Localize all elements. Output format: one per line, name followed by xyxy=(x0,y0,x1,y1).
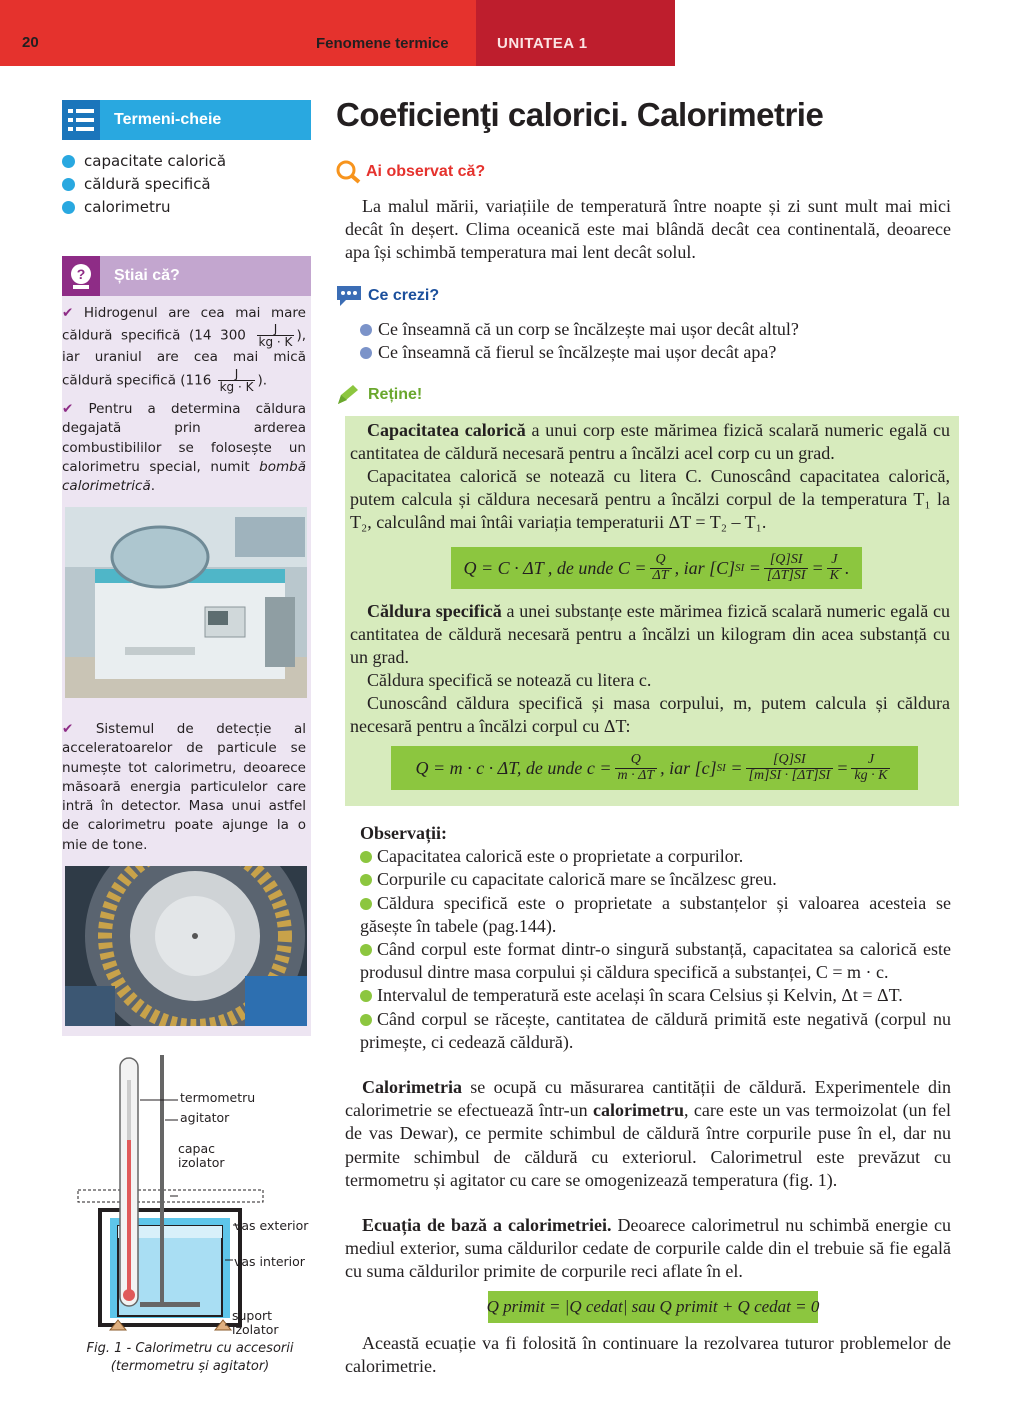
label-thermometer: termometru xyxy=(180,1090,256,1105)
list-item: Când corpul se răcește, cantitatea de căldură primită este negativă (corpul nu primește, ci cedează căldură). xyxy=(360,1008,951,1052)
bullet-icon xyxy=(62,178,75,191)
label-support: suport izolator xyxy=(232,1308,279,1337)
magnifier-icon xyxy=(336,160,362,184)
unit-tab xyxy=(476,0,675,66)
list-item: Când corpul este format dintr-o singură substanță, capacitatea sa calorică este produsul dintre masa corpului și căldura specifică a substanței, C = m · c. xyxy=(360,939,951,983)
page-number: 20 xyxy=(22,34,39,51)
bullet-icon xyxy=(360,990,372,1002)
list-item: căldură specifică xyxy=(62,173,311,196)
unit-fraction: $\frac{J}{kg \cdot K}$ xyxy=(219,366,254,394)
formula-heat-capacity: Q = C · ΔT , de unde C = $\frac{Q}{\Delta T}$ , iar [C] SI = $\frac{[Q]SI}{[\Delta T]SI}$ = $\frac{J}{K}$ . xyxy=(451,547,862,589)
page-title: Coeficienţi calorici. Calorimetrie xyxy=(336,96,824,133)
keywords-list xyxy=(62,150,311,219)
bullet-icon xyxy=(62,201,75,214)
unit-label: UNITATEA 1 xyxy=(497,35,588,52)
think-heading: Ce crezi? xyxy=(336,285,439,307)
list-item: Corpurile cu capacitate calorică mare se încălzesc greu. xyxy=(360,868,951,891)
check-icon: ✔ xyxy=(62,305,74,321)
bullet-icon xyxy=(360,874,372,886)
fact-hydrogen: ✔ Hidrogenul are cea mai mare căldură specifică (14 300 $\frac{J}{kg \cdot K}$ ), iar uraniul are cea mai mică căldură specifică (116 $\frac{J}{kg \cdot K}$ ). xyxy=(62,305,306,394)
figure-caption: Fig. 1 - Calorimetru cu accesorii (termometru și agitator) xyxy=(86,1341,294,1374)
formula-specific-heat: Q = m · c · ΔT, de unde c = $\frac{Q}{m \cdot \Delta T}$ , iar [c] SI = $\frac{[Q]SI}{[m]SI \cdot [\Delta T]SI}$ = $\frac{J}{kg \cdot K}$ xyxy=(391,746,918,790)
label-inner-vessel: vas interior xyxy=(234,1254,305,1269)
observations: Observații: Capacitatea calorică este o proprietate a corpurilor. Corpurile cu capacitate calorică mare se încălzesc greu. Căldura specifică este o proprietate a substanțelor și valoarea acesteia se găsește în tabele (pag.144). Când corpul este format dintr-o singură substanță, capacitatea sa calorică este produsul dintre masa corpului și căldura specifică a substanței, C = m · c. Intervalul de temperatură este același în scara Celsius și Kelvin, Δt = ΔT. Când corpul se răcește, cantitatea de căldură primită este negativă (corpul nu primește, ci cedează căldură). xyxy=(360,822,951,1054)
closing-text: Această ecuație va fi folosită în continuare la rezolvarea tuturor problemelor de calorimetrie. xyxy=(345,1333,951,1376)
bullet-icon xyxy=(62,155,75,168)
questions-list xyxy=(360,318,950,364)
didyouknow-bar xyxy=(62,256,311,296)
unit-fraction: $\frac{J}{kg \cdot K}$ xyxy=(258,322,293,350)
fact-particle-detector: ✔ Sistemul de detecție al acceleratoarelor de particule se numește tot calorimetru, deoarece măsoară energia particulelor care intră în detector. Masa unui astfel de calorimetru poate ajunge la o mie de tone. xyxy=(62,721,306,853)
fact-bomb-calorimeter: ✔ Pentru a determina căldura degajată prin arderea combustibililor se folosește un calorimetru special, numit bombă calorimetrică. xyxy=(62,401,307,495)
label-stirrer: agitator xyxy=(180,1110,230,1125)
list-item: Ce înseamnă că fierul se încălzește mai ușor decât apa? xyxy=(360,341,950,364)
list-item: calorimetru xyxy=(62,196,311,219)
specific-heat-note: Căldura specifică se notează cu litera c. xyxy=(367,670,652,690)
pencil-icon xyxy=(336,384,360,406)
observed-heading: Ai observat că? xyxy=(336,160,485,184)
bullet-icon xyxy=(360,324,372,336)
remember-heading: Reține! xyxy=(336,384,422,406)
observed-text: La malul mării, variațiile de temperatură între noapte și zi sunt mult mai mici decât în deșert. Clima oceanică este mai blândă decât cea continentală, deoarece apa își schimbă temperatura mai lent decât solul. xyxy=(345,196,951,262)
chapter-title: Fenomene termice xyxy=(316,35,449,52)
list-item: Căldura specifică este o proprietate a substanțelor și valoarea acesteia se găsește în tabele (pag.144). xyxy=(360,892,951,936)
keywords-title: Termeni-cheie xyxy=(114,111,222,128)
formula-calorimetry: Q primit = |Q cedat| sau Q primit + Q cedat = 0 xyxy=(488,1291,818,1323)
check-icon: ✔ xyxy=(62,721,74,737)
specific-heat-note2: Cunoscând căldura specifică și masa corpului, m, putem calcula și căldura necesară pentru a încălzi corpul cu ΔT: xyxy=(350,693,950,736)
list-item: Capacitatea calorică este o proprietate a corpurilor. xyxy=(360,845,951,868)
list-item: Intervalul de temperatură este același în scara Celsius și Kelvin, Δt = ΔT. xyxy=(360,984,951,1007)
bullet-icon xyxy=(360,347,372,359)
speech-bubble-icon xyxy=(336,285,362,307)
specific-heat-def: Căldura specifică a unei substanțe este mărimea fizică scalară numeric egală cu cantitatea de căldură necesară pentru a încălzi un kilogram din acea substanță cu un grad. xyxy=(350,601,950,667)
calorimetry-text: Calorimetria se ocupă cu măsurarea cantității de căldură. Experimentele din calorimetrie se efectuează într-un calorimetru, care este un vas termoizolat (un fel de vas Dewar), ce permite schimbul de căldură între corpurile puse în el, dar nu permite schimbul de căldură cu exteriorul. Calorimetrul este prevăzut cu termometru și agitator cu care se omogenizează temperatura (fig. 1). xyxy=(345,1077,951,1190)
calorimetry-equation-text: Ecuația de bază a calorimetriei. Deoarece calorimetrul nu schimbă energie cu mediul exterior, suma căldurilor cedate de corpurile calde din el trebuie să fie egală cu suma căldurilor primite de corpurile reci aflate în el. xyxy=(345,1215,951,1282)
label-lid: capac izolator xyxy=(178,1141,225,1170)
list-item: capacitate calorică xyxy=(62,150,311,173)
particle-detector-photo xyxy=(65,866,307,1026)
bomb-calorimeter-photo xyxy=(65,507,307,698)
keywords-bar xyxy=(62,100,311,140)
heat-capacity-def: Capacitatea calorică a unui corp este mărimea fizică scalară numeric egală cu cantitatea de căldură necesară pentru a încălzi acel corp cu un grad. xyxy=(350,420,950,463)
bullet-icon xyxy=(360,898,372,910)
question-icon xyxy=(62,256,100,296)
bullet-icon xyxy=(360,944,372,956)
list-icon xyxy=(62,100,100,140)
didyouknow-title: Știai că? xyxy=(114,267,180,284)
heat-capacity-note: Capacitatea calorică se notează cu litera C. Cunoscând capacitatea calorică, putem calcula și căldura necesară pentru a încălzi corpul de la temperatura T₁ la T₂, calculând mai întâi variația temperaturii ΔT = T₂ – T₁. xyxy=(350,466,950,532)
bullet-icon xyxy=(360,1014,372,1026)
label-outer-vessel: vas exterior xyxy=(234,1218,309,1233)
svg-text:?: ? xyxy=(76,266,86,282)
bullet-icon xyxy=(360,851,372,863)
list-item: Ce înseamnă că un corp se încălzește mai ușor decât altul? xyxy=(360,318,950,341)
check-icon: ✔ xyxy=(62,401,74,417)
